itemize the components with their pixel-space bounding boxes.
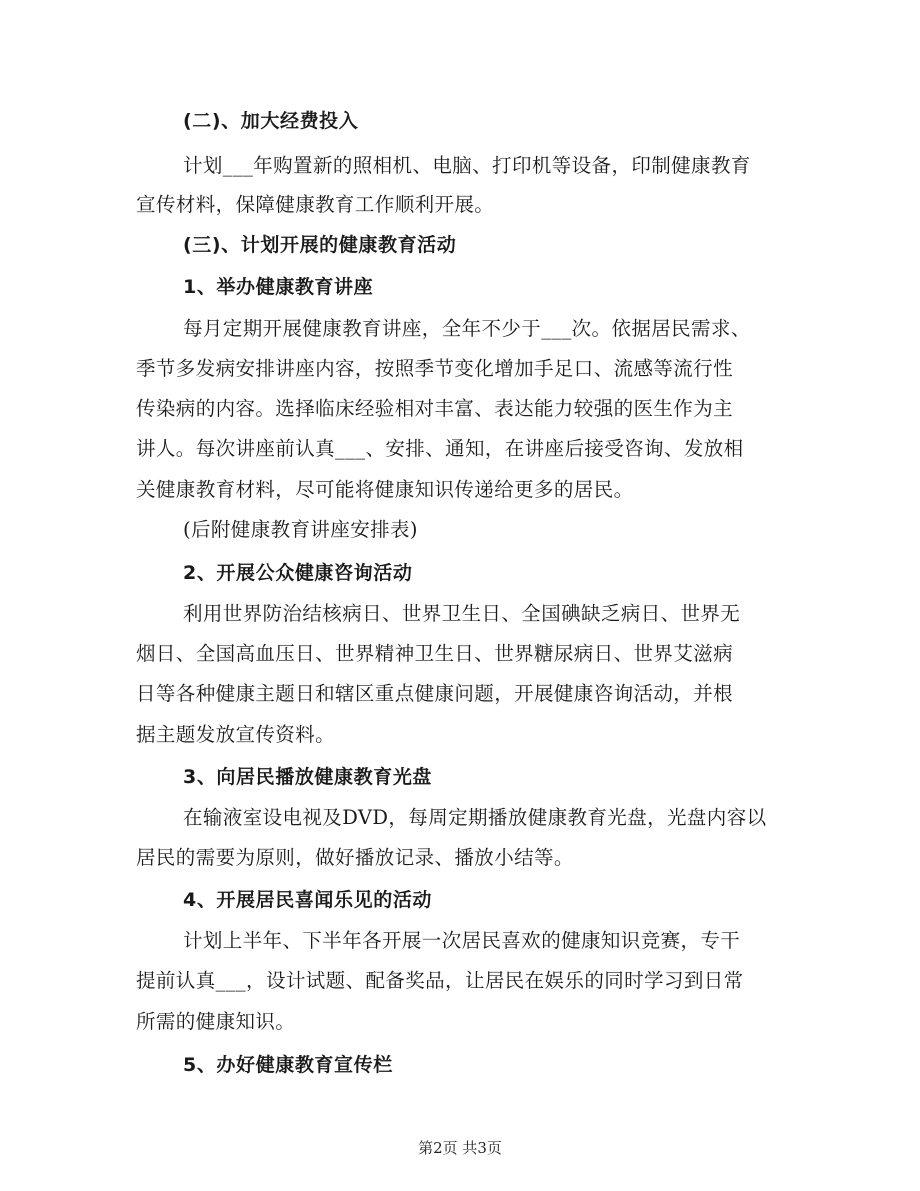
paragraph-line: 计划上半年、下半年各开展一次居民喜欢的健康知识竞赛，专干: [183, 929, 741, 952]
paragraph-line: 所需的健康知识。: [136, 1010, 296, 1033]
paragraph-line: 每月定期开展健康教育讲座，全年不少于___次。依据居民需求、: [183, 317, 751, 340]
subheading-activities: 4、开展居民喜闻乐见的活动: [183, 889, 433, 911]
paragraph-line: 宣传材料，保障健康教育工作顺利开展。: [136, 193, 495, 216]
paragraph-line: 讲人。每次讲座前认真___、安排、通知，在讲座后接受咨询、发放相: [136, 437, 744, 460]
subheading-consulting: 2、开展公众健康咨询活动: [183, 562, 413, 584]
page-number: 第2页 共3页: [418, 1139, 502, 1157]
paragraph-line: 季节多发病安排讲座内容，按照季节变化增加手足口、流感等流行性: [136, 357, 734, 380]
paragraph-line: 提前认真___，设计试题、配备奖品，让居民在娱乐的同时学习到日常: [136, 969, 744, 992]
paragraph-line: 居民的需要为原则，做好播放记录、播放小结等。: [136, 846, 574, 869]
paragraph-line: 日等各种健康主题日和辖区重点健康问题，开展健康咨询活动，并根: [136, 682, 734, 705]
paragraph-line: 利用世界防治结核病日、世界卫生日、全国碘缺乏病日、世界无: [183, 602, 741, 625]
subheading-lectures: 1、举办健康教育讲座: [183, 276, 374, 298]
section-heading-3: (三)、计划开展的健康教育活动: [183, 234, 457, 256]
subheading-dvd: 3、向居民播放健康教育光盘: [183, 766, 433, 788]
paragraph-line: 计划___年购置新的照相机、电脑、打印机等设备，印制健康教育: [183, 154, 751, 177]
section-heading-2: (二)、加大经费投入: [183, 110, 359, 132]
paragraph-line: 关健康教育材料，尽可能将健康知识传递给更多的居民。: [136, 478, 634, 501]
paragraph-line: 传染病的内容。选择临床经验相对丰富、表达能力较强的医生作为主: [136, 397, 734, 420]
subheading-bulletin: 5、办好健康教育宣传栏: [183, 1054, 393, 1076]
paragraph-line: 在输液室设电视及DVD，每周定期播放健康教育光盘，光盘内容以: [183, 806, 767, 829]
paragraph-line: 据主题发放宣传资料。: [136, 723, 336, 746]
paragraph-line: 烟日、全国高血压日、世界精神卫生日、世界糖尿病日、世界艾滋病: [136, 642, 734, 665]
appendix-note: (后附健康教育讲座安排表): [183, 518, 418, 541]
